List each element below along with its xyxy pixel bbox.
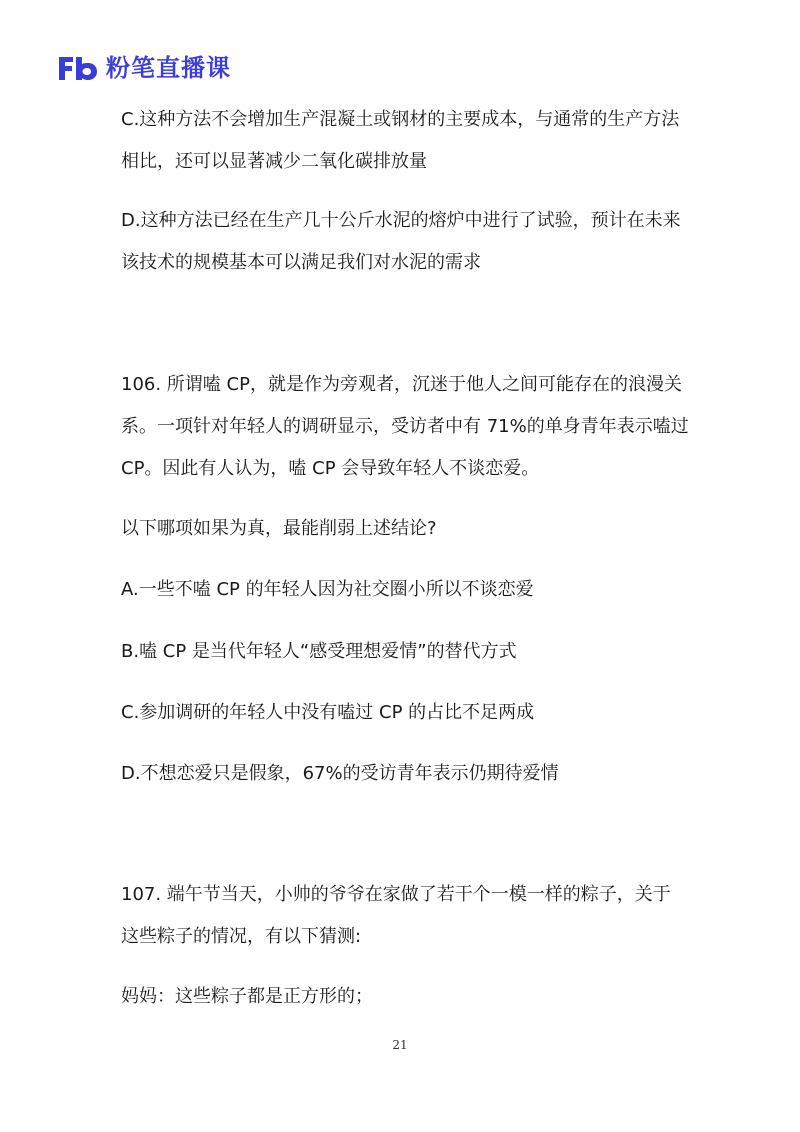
question-106-option-a: A.一些不嗑 CP 的年轻人因为社交圈小所以不谈恋爱 [121,579,534,600]
option-c-line-1: C.这种方法不会增加生产混凝土或钢材的主要成本，与通常的生产方法 [121,109,680,130]
question-106-line-2: 系。一项针对年轻人的调研显示，受访者中有 71%的单身青年表示嗑过 [121,416,689,437]
option-c-line-2: 相比，还可以显著减少二氧化碳排放量 [121,151,427,172]
question-106-option-c: C.参加调研的年轻人中没有嗑过 CP 的占比不足两成 [121,702,535,723]
page-header [56,50,231,86]
fenbi-logo-icon [56,53,100,83]
option-d-line-2: 该技术的规模基本可以满足我们对水泥的需求 [121,252,481,273]
question-107-guess-mom: 妈妈：这些粽子都是正方形的； [121,986,373,1007]
question-106-prompt: 以下哪项如果为真，最能削弱上述结论? [121,518,437,539]
question-106-line-3: CP。因此有人认为，嗑 CP 会导致年轻人不谈恋爱。 [121,458,540,479]
question-107-line-2: 这些粽子的情况，有以下猜测: [121,926,362,947]
question-107-line-1: 107. 端午节当天，小帅的爷爷在家做了若干个一模一样的粽子，关于 [121,884,671,905]
brand-name: 粉笔直播课 [106,54,231,82]
question-106-option-b: B.嗑 CP 是当代年轻人“感受理想爱情”的替代方式 [121,641,517,662]
page-number: 21 [392,1038,408,1052]
question-106-line-1: 106. 所谓嗑 CP，就是作为旁观者，沉迷于他人之间可能存在的浪漫关 [121,374,682,395]
option-d-line-1: D.这种方法已经在生产几十公斤水泥的熔炉中进行了试验，预计在未来 [121,210,681,231]
question-106-option-d: D.不想恋爱只是假象，67%的受访青年表示仍期待爱情 [121,763,559,784]
